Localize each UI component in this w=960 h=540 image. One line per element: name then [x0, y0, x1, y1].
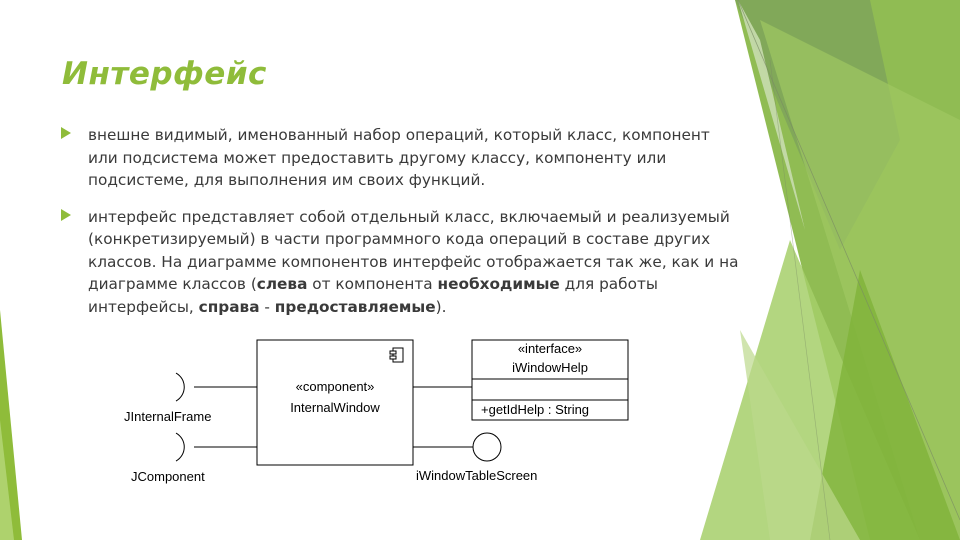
bullet-item-1 — [60, 124, 740, 192]
bullet-item-2 — [60, 206, 740, 319]
component-stereotype: «component» — [295, 379, 375, 394]
bullet-text-part: интерфейс представляет собой отдельный класс, включаемый и реализуемый (конкретизируемый) в части программного кода операций в составе других классов. На диаграмме компонентов интерфейс отображается так же, как и на диаграмме классов ( — [88, 207, 739, 293]
required-interface-socket — [176, 433, 184, 461]
bullet-text-part: от компонента — [307, 275, 438, 293]
bullet-bold-part: необходимые — [437, 275, 560, 293]
provided-interface-label: iWindowTableScreen — [416, 468, 538, 483]
provided-interface-ball — [473, 433, 501, 461]
interface-stereotype: «interface» — [517, 341, 583, 356]
bullet-text-part: для работы интерфейсы, — [88, 275, 658, 316]
triangle-bullet-icon — [61, 127, 71, 139]
required-interface-socket — [176, 373, 184, 401]
uml-component-diagram — [110, 335, 640, 495]
bullet-bold-part: справа — [198, 297, 260, 316]
bullet-bold-part: предоставляемые — [274, 297, 436, 316]
bullet-list — [60, 124, 740, 332]
interface-operation: +getIdHelp : String — [481, 402, 590, 417]
interface-name: iWindowHelp — [512, 360, 588, 375]
bullet-bold-part: слева — [256, 275, 308, 293]
triangle-bullet-icon — [61, 209, 71, 221]
bullet-text-part: ). — [435, 297, 447, 316]
slide-title: Интерфейс — [62, 56, 267, 92]
component-name: InternalWindow — [290, 400, 380, 415]
required-interface-label: JComponent — [131, 469, 205, 484]
bullet-text-part: - — [259, 297, 275, 316]
bullet-text: внешне видимый, именованный набор операций, который класс, компонент или подсистема может предоставить другому классу, компоненту или подсистеме, для выполнения им своих функций. — [88, 126, 710, 189]
required-interface-label: JInternalFrame — [124, 409, 212, 424]
